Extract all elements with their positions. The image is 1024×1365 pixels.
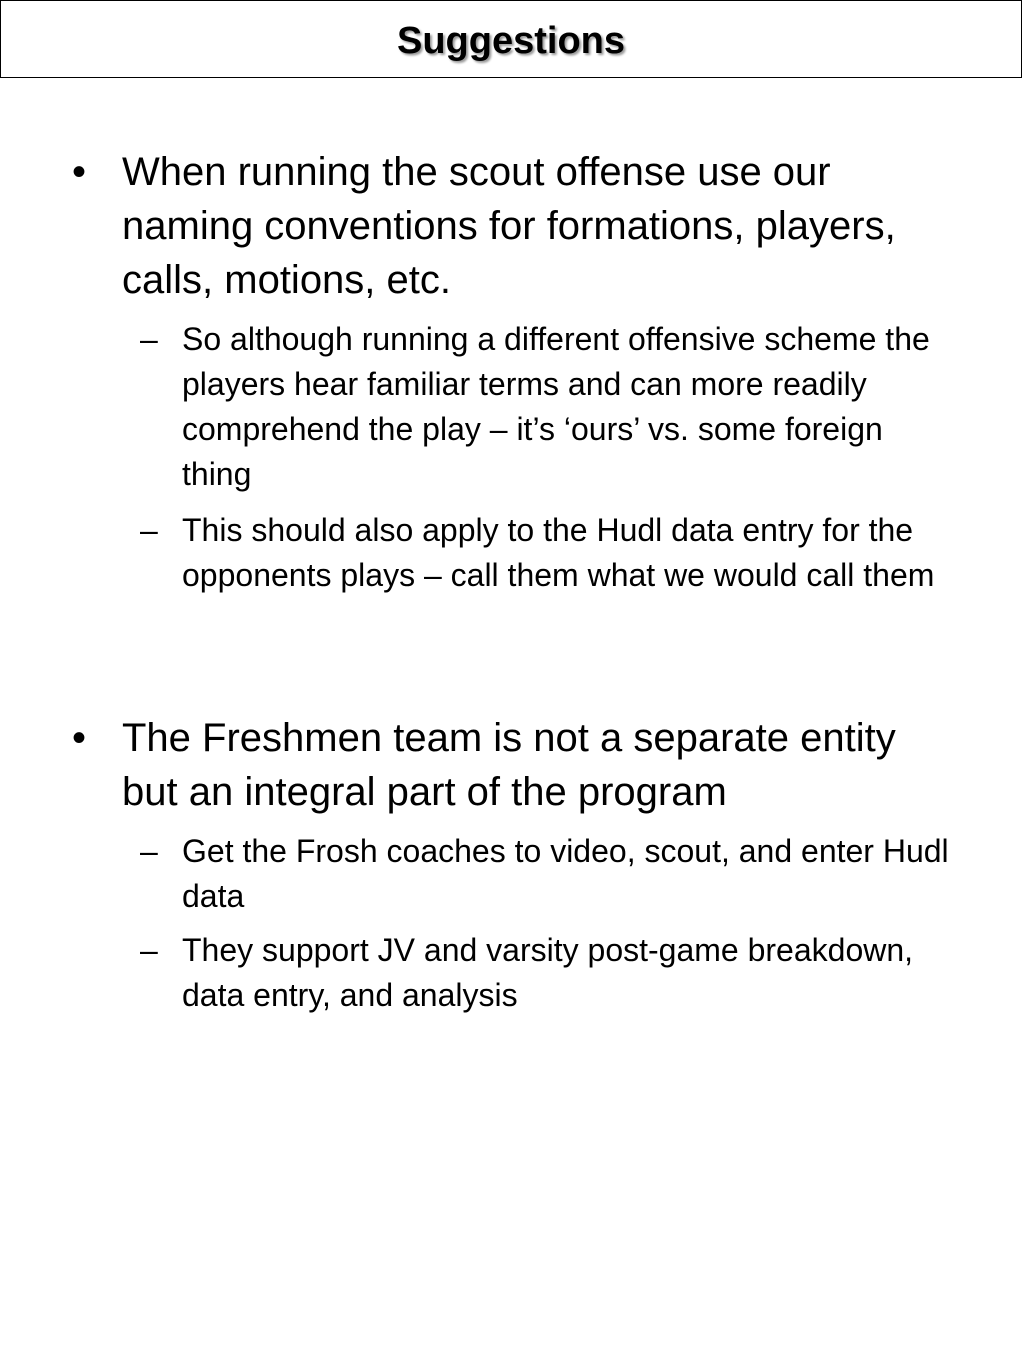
sub-text: So although running a different offensive scheme the players hear familiar terms and can more readily comprehend the play – it’s ‘ours’ vs. some foreign thing [182,321,930,492]
sub-text: This should also apply to the Hudl data entry for the opponents plays – call them what we would call them [182,512,935,593]
sub-marker: – [140,932,158,968]
sub-marker: – [140,512,158,548]
sub-text: They support JV and varsity post-game breakdown, data entry, and analysis [182,932,914,1013]
sub-item-1-2 [140,508,960,598]
bullet-item-2 [72,711,952,819]
sub-marker: – [140,321,158,357]
bullet-text: The Freshmen team is not a separate entity but an integral part of the program [122,716,896,814]
title-box [0,0,1022,78]
bullet-marker: • [72,716,87,760]
sub-marker: – [140,833,158,869]
page-title: Suggestions [396,20,626,62]
sub-text: Get the Frosh coaches to video, scout, and enter Hudl data [182,833,949,914]
sub-item-1-1 [140,317,960,497]
sub-item-2-1 [140,829,960,919]
bullet-marker: • [72,150,87,194]
bullet-text: When running the scout offense use our naming conventions for formations, players, calls, motions, etc. [122,150,896,302]
bullet-item-1 [72,145,952,307]
sub-item-2-2 [140,928,960,1018]
